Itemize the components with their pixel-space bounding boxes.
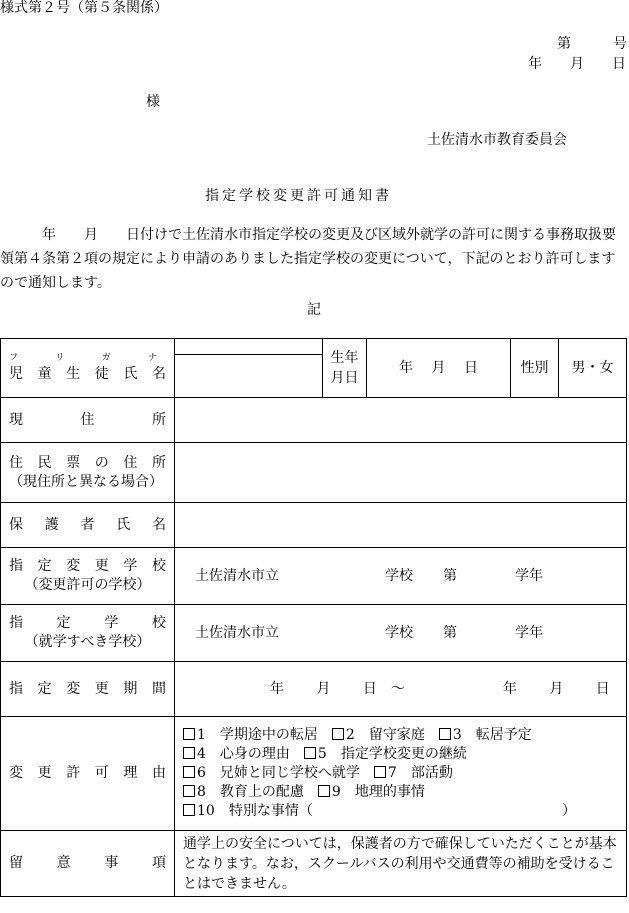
reasons-label [9,764,166,783]
reason-number: 3 [452,727,462,743]
label-char: 者 [80,516,95,533]
label-char: 変 [66,558,81,575]
label-char: 留 [9,855,23,872]
birth-label-1: 生年 [330,350,359,366]
reason-number: 5 [317,746,327,762]
label-address [1,398,175,443]
label-char: 名 [152,516,166,533]
reason-option[interactable] [374,765,453,781]
label-char: 氏 [123,365,138,382]
reason-close-paren: ） [562,803,576,819]
reason-option[interactable] [439,727,532,743]
label-char: 児 [9,365,23,382]
address-field[interactable] [175,398,627,443]
label-char: 定 [37,680,52,697]
guardian-field[interactable] [175,503,627,548]
label-char: の [94,454,109,471]
label-changed-school [1,548,175,605]
notes-label [9,854,166,873]
notice-form-table [0,338,627,897]
changed-school-word: 学校 [385,567,413,584]
label-sex: 性別 [511,339,559,398]
reason-line [183,802,626,821]
reason-checkbox[interactable] [304,747,316,759]
label-char: 童 [37,365,52,382]
reason-option[interactable] [183,727,318,743]
reason-number: 7 [387,765,397,781]
label-char: 学 [123,558,138,575]
reason-checkbox[interactable] [183,728,195,740]
reason-line [183,726,626,745]
label-resident-address [1,443,175,503]
row-notes [1,831,627,897]
student-name-label [9,365,166,384]
birth-label-2: 月日 [330,370,359,386]
student-name-field[interactable] [175,355,322,397]
reason-checkbox[interactable] [332,728,344,740]
resident-address-label [9,454,166,473]
sex-options[interactable]: 男・女 [559,339,627,398]
birthdate-field[interactable]: 年 月 日 [367,339,511,398]
changed-school-city: 土佐清水市立 [195,567,279,584]
label-char: ナ [147,353,157,364]
label-char: 定 [56,615,71,632]
label-char: 可 [94,765,109,782]
designated-school-label [9,614,166,633]
label-char: 住 [123,454,138,471]
label-char: 項 [151,855,166,872]
designated-school-word: 学校 [385,624,413,641]
designated-school-field[interactable] [175,605,627,662]
row-resident-address [1,443,627,503]
reason-text: 留守家庭 [368,727,425,743]
label-birthdate [323,339,367,398]
reason-text: 特別な事情（ [228,803,313,819]
intro-paragraph: 年 月 日付けで土佐清水市指定学校の変更及び区域外就学の許可に関する事務取扱要領第４条第２項の規定により申請のありました指定学校の変更について，下記のとおり許可しますので通知します。 [0,227,616,291]
reason-number: 2 [345,727,355,743]
label-char: 護 [44,516,59,533]
label-guardian [1,503,175,548]
label-char: 生 [66,365,81,382]
label-char: 住 [80,411,95,428]
designated-grade-prefix: 第 [443,624,457,641]
label-reasons [1,717,175,831]
label-char: 意 [56,855,71,872]
designated-school-note: （就学すべき学校） [24,634,151,650]
reason-number: 1 [197,727,206,743]
label-char: 氏 [116,516,131,533]
label-char: 更 [94,680,109,697]
label-char: 現 [9,411,23,428]
period-field[interactable]: 年 月 日 〜 年 月 日 [175,662,627,717]
designated-grade-suffix: 学年 [515,624,543,641]
reason-option[interactable] [332,727,425,743]
row-designated-school [1,605,627,662]
designated-school-city: 土佐清水市立 [195,624,279,641]
label-char: 住 [9,454,23,471]
label-char: 徒 [94,365,109,382]
label-char: 間 [151,680,166,697]
row-address [1,398,627,443]
label-char: 指 [9,615,23,632]
reason-checkbox[interactable] [183,785,195,797]
label-char: 由 [151,765,166,782]
label-char: 指 [9,680,23,697]
reason-text: 指定学校変更の継続 [340,746,467,762]
label-char: 校 [151,615,166,632]
label-char: 更 [94,558,109,575]
label-char: フ [9,353,19,364]
row-period [1,662,627,717]
notes-text: 通学上の安全については，保護者の方で確保していただくことが基本となります。なお，スクールバスの利用や交通費等の補助を受けることはできません。 [175,831,627,897]
furigana-label [9,352,157,364]
reason-number: 9 [331,784,341,800]
label-char: ガ [101,353,111,364]
label-char: 変 [66,680,81,697]
reason-text: 転居予定 [475,727,532,743]
label-notes [1,831,175,897]
reason-line [183,783,626,802]
changed-school-field[interactable] [175,548,627,605]
address-label [9,411,166,430]
guardian-label [9,516,166,535]
reason-text: 教育上の配慮 [219,784,304,800]
label-student-name [1,339,175,398]
reason-option[interactable] [304,746,467,762]
label-char: 定 [37,558,52,575]
reason-option[interactable] [183,802,313,821]
label-char: 変 [9,765,23,782]
changed-school-note: （変更許可の学校） [24,577,151,593]
label-char: 学 [104,615,119,632]
reason-checkbox[interactable] [183,804,195,816]
reason-line [183,764,626,783]
label-char: 所 [151,454,166,471]
label-char: 許 [66,765,81,782]
reason-option[interactable] [183,784,304,800]
reason-option[interactable] [318,784,425,800]
label-char: 民 [37,454,52,471]
document-number: 第 号 [557,36,627,52]
ki-heading: 記 [307,302,321,318]
row-reasons [1,717,627,831]
student-name-cell[interactable] [175,339,323,398]
addressee-suffix: 様 [146,94,160,110]
form-id: 様式第２号（第５条関係） [0,0,168,16]
label-char: 保 [9,516,23,533]
changed-school-label [9,557,166,576]
label-char: 名 [151,365,166,382]
reason-text: 地理的事情 [354,784,425,800]
label-char: 票 [66,454,81,471]
resident-address-field[interactable] [175,443,627,503]
label-designated-school [1,605,175,662]
changed-grade-prefix: 第 [443,567,457,584]
label-char: 校 [151,558,166,575]
reason-checkbox[interactable] [439,728,451,740]
reason-text: 部活動 [410,765,453,781]
issuer-name: 土佐清水市教育委員会 [427,132,567,148]
reason-option[interactable] [183,765,360,781]
label-char: 指 [9,558,23,575]
label-char: 所 [152,411,166,428]
resident-address-note: （現住所と異なる場合） [9,473,163,490]
row-changed-school [1,548,627,605]
row-guardian [1,503,627,548]
document-title: 指定学校変更許可通知書 [205,188,392,204]
reason-text: 兄姉と同じ学校へ就学 [219,765,360,781]
label-char: 期 [123,680,138,697]
furigana-field[interactable] [175,339,322,355]
row-student-name [1,339,627,398]
reason-checkbox[interactable] [183,747,195,759]
label-char: 事 [104,855,119,872]
reason-number: 4 [197,746,206,762]
label-char: 更 [37,765,52,782]
reason-checkbox[interactable] [183,766,195,778]
changed-grade-suffix: 学年 [515,567,543,584]
reason-checkbox[interactable] [318,785,330,797]
label-period [1,662,175,717]
label-char: 理 [123,765,138,782]
period-label [9,680,166,699]
reason-line [183,745,626,764]
reason-option[interactable] [183,746,290,762]
reason-number: 10 [197,803,215,819]
reasons-list [175,717,627,831]
reason-text: 心身の理由 [219,746,290,762]
label-char: リ [55,353,65,364]
reason-checkbox[interactable] [374,766,386,778]
reason-number: 8 [197,784,206,800]
reason-number: 6 [197,765,206,781]
issue-date: 年 月 日 [528,56,626,72]
reason-text: 学期途中の転居 [219,727,318,743]
